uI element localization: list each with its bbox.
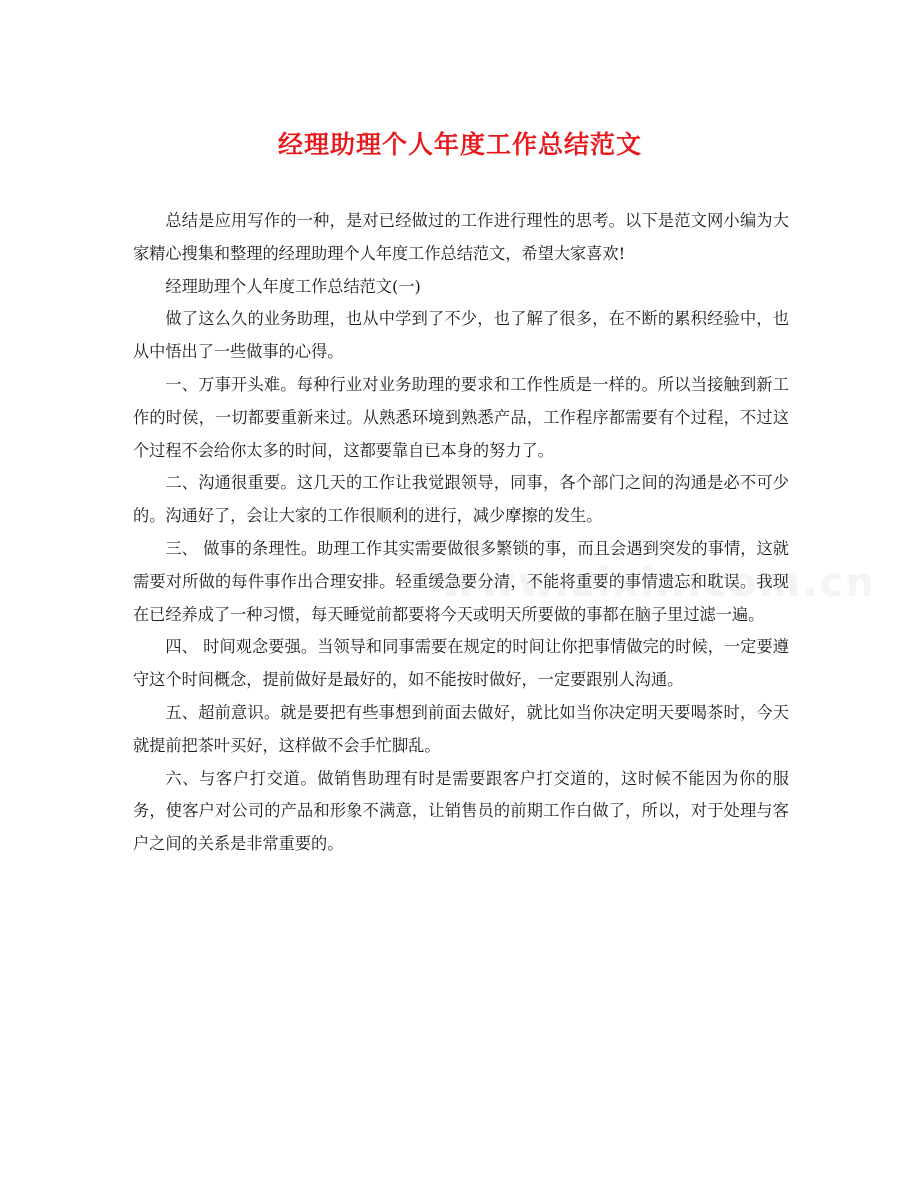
section-heading: 经理助理个人年度工作总结范文(一) <box>165 276 421 296</box>
paragraph: 一、万事开头难。每种行业对业务助理的要求和工作性质是一样的。所以当接触到新工作的时侯，一切都要重新来过。从熟悉环境到熟悉产品，工作程序都需要有个过程，不过这个过程不会给你太多的时间，这都要靠自已本身的努力了。 <box>133 374 789 460</box>
paragraph: 五、超前意识。就是要把有些事想到前面去做好，就比如当你决定明天要喝茶时，今天就提前把茶叶买好，这样做不会手忙脚乱。 <box>133 702 789 755</box>
paragraph: 三、 做事的条理性。助理工作其实需要做很多繁锁的事，而且会遇到突发的事情，这就需要对所做的每件事作出合理安排。轻重缓急要分清，不能将重要的事情遗忘和耽误。我现在已经养成了一种习惯，每天睡觉前都要将今天或明天所要做的事都在脑子里过滤一遍。 <box>133 538 789 624</box>
document-body <box>133 205 789 861</box>
paragraph-intro: 总结是应用写作的一种，是对已经做过的工作进行理性的思考。以下是范文网小编为大家精心搜集和整理的经理助理个人年度工作总结范文，希望大家喜欢! <box>133 211 789 263</box>
paragraph: 做了这么久的业务助理，也从中学到了不少，也了解了很多，在不断的累积经验中，也从中悟出了一些做事的心得。 <box>133 309 789 362</box>
document-title: 经理助理个人年度工作总结范文 <box>277 130 642 159</box>
paragraph: 四、 时间观念要强。当领导和同事需要在规定的时间让你把事情做完的时候，一定要遵守这个时间概念，提前做好是最好的，如不能按时做好，一定要跟别人沟通。 <box>133 637 789 690</box>
paragraph: 六、与客户打交道。做销售助理有时是需要跟客户打交道的，这时候不能因为你的服务，使客户对公司的产品和形象不满意，让销售员的前期工作白做了，所以，对于处理与客户之间的关系是非常重要的。 <box>133 768 789 854</box>
paragraph: 二、沟通很重要。这几天的工作让我觉跟领导，同事，各个部门之间的沟通是必不可少的。沟通好了，会让大家的工作很顺利的进行，减少摩擦的发生。 <box>133 473 789 526</box>
